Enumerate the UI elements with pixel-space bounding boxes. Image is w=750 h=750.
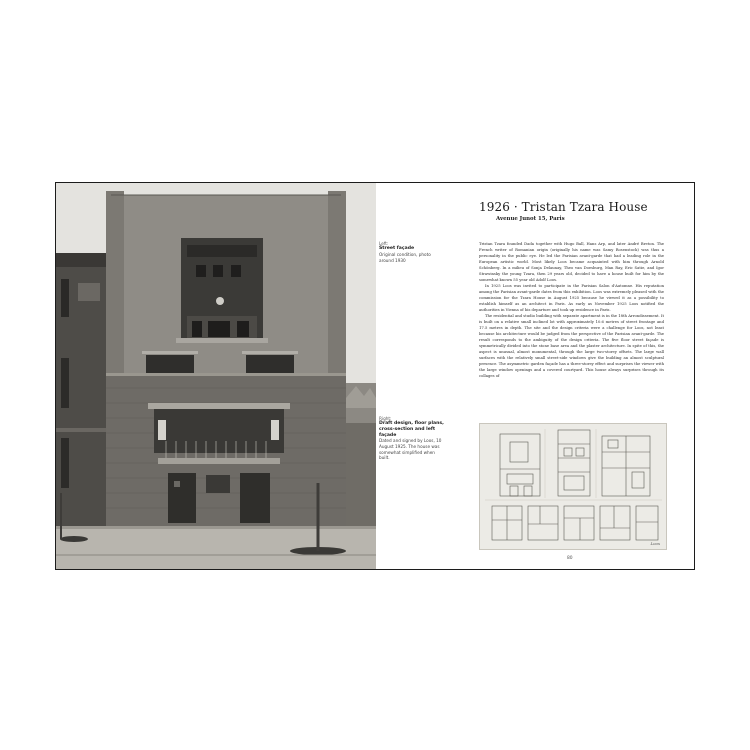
caption-kicker: Left: — [379, 241, 389, 246]
drawing-signature: Loos — [650, 541, 660, 546]
caption-title: Street façade — [379, 246, 415, 252]
body-text — [479, 241, 664, 379]
book-spread — [55, 182, 695, 570]
page-number: 80 — [567, 556, 573, 561]
caption-description: Dated and signed by Loos, 10 August 1925. The house was somewhat simplified when built. — [379, 438, 442, 461]
sketch-illustration — [480, 424, 666, 549]
paragraph: The residential and studio building with separate apartment is in the 18th Arrondissement. It is built on a relative small inclined lot with approximately 10.6 metres of street frontage and 17.5 metres in depth. The site and the design criteria were a challenge for Loos, not least because his architecture would be judged from the perspective of the Parisian avant-garde. The result corresponds to the ambiguity of the design criteria. The five floor street façade is symmetrically divided into the stone base area and the plaster architecture. In spite of this, the aspect is unusual, almost monumental, through the large two-storey offsets. The large wall surfaces with the relatively small street-side windows give the building an almost sculptural presence. The asymmetric garden façade has a three-storey effect and surprises the viewer with the large window openings and a covered courtyard. This house always surprises through its collages of — [479, 314, 664, 378]
paragraph: Tristan Tzara founded Dada together with Hugo Ball, Hans Arp, and later André Breton. The French writer of Romanian origin (originally his name was Samy Rosenstock) was thus a personality in the public eye. He led the Parisian avant-garde that had a leading role in the European artistic world. Most likely Loos became acquainted with him through Arnold Schönberg. In a milieu of Sonja Delaunay, Theo van Doesburg, Man Ray, Eric Satie, and Igor Strawinsky the young Tzara, then 29 years old, decided to have a house built for him by the somewhat known 55 year old Adolf Loos. — [479, 242, 664, 282]
page-subtitle: Avenue Junot 15, Paris — [496, 216, 565, 222]
caption-draft-design — [379, 416, 445, 461]
caption-street-facade — [379, 241, 445, 263]
street-facade-photo — [56, 183, 376, 569]
page-title: 1926 · Tristan Tzara House — [479, 200, 648, 214]
paragraph: In 1925 Loos was invited to participate in the Parisian Salon d'Automne. His reputation among the Parisian avant-garde dates from this exhibition. Loos was extremely pleased with the commission for the Tzara House in August 1925 because he viewed it as a possibility to establish himself as an architect in Paris. As early as November 1925 Loos notified the authorities in Vienna of his departure and took up residence in Paris. — [479, 284, 664, 312]
caption-description: Original condition, photo around 1930 — [379, 251, 431, 263]
caption-kicker: Right: — [379, 416, 392, 421]
architectural-drawing — [479, 423, 667, 550]
caption-title: Draft design, floor plans, cross-section and left façade — [379, 421, 444, 438]
building-illustration — [56, 183, 376, 569]
